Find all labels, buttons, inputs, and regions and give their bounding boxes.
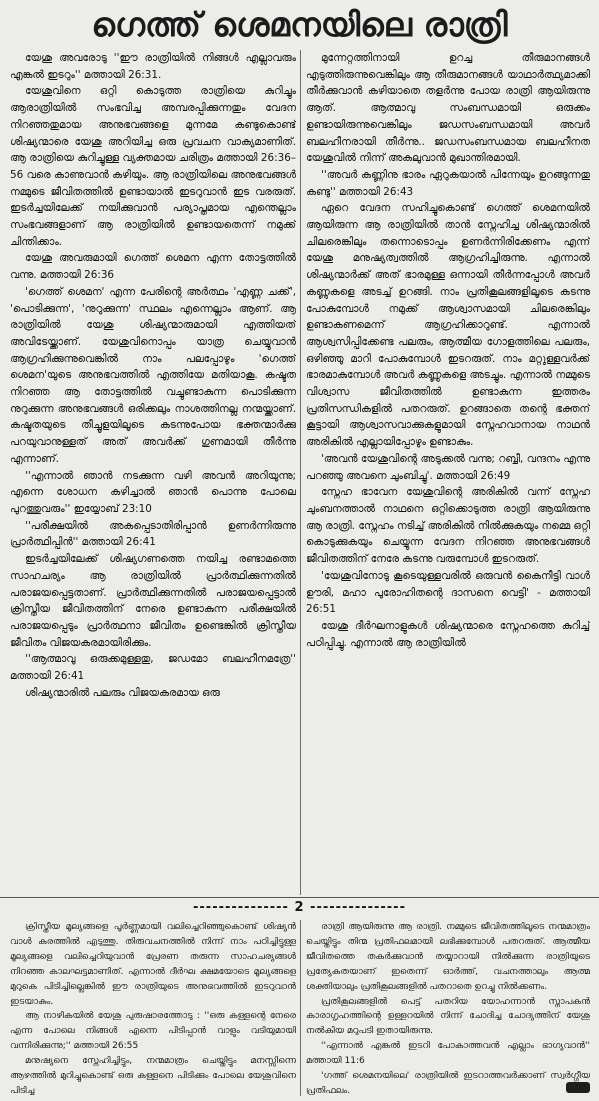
end-of-article-mark: [566, 1082, 590, 1093]
column-divider-bottom: [300, 920, 301, 1096]
paragraph: ''അവർ കണ്ണിനു ഭാരം ഏറുകയാൽ പിന്നേയും ഉറങ്ങുന്നതു കണ്ടു'' മത്തായി 26:43: [306, 168, 590, 198]
column-3: [10, 920, 296, 1098]
paragraph: ''എന്നാൽ എങ്കൽ ഇടറി പോകാത്തവൻ എല്ലാം ഭാഗ്യവാൻ'' മത്തായി 11:6: [306, 1041, 590, 1067]
column-4: [306, 920, 590, 1098]
paragraph: പ്രതികൂലങ്ങളിൽ പെട്ട് പതറിയ യോഹന്നാൻ സ്നാപകൻ കാരാഗൃഹത്തിന്റെ ഉള്ളറയിൽ നിന്ന് ചോദിച്ച ചോദ്യത്തിന് യേശു നൽകിയ മറുപടി ഇതായിരുന്നു.: [306, 996, 590, 1037]
paragraph: 'അവൻ യേശുവിന്റെ അടുക്കൽ വന്നു; റബ്ബീ, വന്ദനം എന്നു പറഞ്ഞു അവനെ ചുംബിച്ചു'. മത്തായി 26:49: [306, 452, 590, 482]
paragraph: യേശുവിനെ ഒറ്റി കൊടുത്ത രാത്രിയെ കുറിച്ചും ആരാത്രിയിൽ സംഭവിച്ച അമ്പരപ്പിക്കുന്നതും വേദന നിറഞ്ഞതുമായ അനുഭവങ്ങളെ മുന്നമേ കണ്ടുകൊണ്ട് ശിഷ്യന്മാരെ യേശു അറിയിച്ച ഒരു പ്രവചന വാക്യമാണിത്. ആ രാത്രിയെ കുറിച്ചുള്ള വ്യക്തമായ ചരിത്രം മത്തായി 26:36–56 വരെ കാണുവാൻ കഴിയും. ആ രാത്രിയിലെ അനുഭവങ്ങൾ നമ്മുടെ ജീവിതത്തിൽ ഉണ്ടായാൽ ഇടറുവാൻ ഇട വരരുത്. ഇടർച്ചയിലേക്ക് നയിക്കുവാൻ പര്യാപ്തമായ എന്തെല്ലാം സംഭവങ്ങളാണ് ആ രാത്രിയിൽ ഉണ്ടായതെന്ന് നമുക്ക് ചിന്തിക്കാം.: [10, 85, 296, 248]
paragraph: 'ഗെത്ത് ശെമന' എന്ന പേരിന്റെ അർത്ഥം 'എണ്ണ ചക്ക്', 'പൊടിക്കുന്ന', 'നുറുക്കുന്ന' സ്ഥലം എന്നെല്ലാം ആണ്. ആ രാത്രിയിൽ യേശു ശിഷ്യന്മാരുമായി എത്തിയത് അവിടേയ്ക്കാണ്. യേശുവിനൊപ്പം യാത്ര ചെയ്യുവാൻ ആഗ്രഹിക്കുന്നുവെങ്കിൽ നാം പലപ്പോഴും 'ഗെത്ത് ശെമന'യുടെ അനുഭവത്തിൽ എത്തിയേ മതിയാകൂ. കഷ്ടത നിറഞ്ഞ ആ തോട്ടത്തിൽ വച്ചുണ്ടാകുന്ന പൊടിക്കുന്ന നുറുക്കുന്ന അനുഭവങ്ങൾ ഒരിക്കലും നാശത്തിനല്ല നന്മയ്ക്കാണ്. കഷ്ടതയുടെ തീച്ചൂളയിലൂടെ കടന്നുപോയ ഭക്തന്മാർക്കു പറയുവാനുള്ളത് അത് അവർക്ക് ഗുണമായി തീർന്നു എന്നാണ്.: [10, 285, 296, 465]
paragraph: രാത്രി ആയിരുന്നു ആ രാത്രി. നമ്മുടെ ജീവിതത്തിലൂടെ നന്മമാത്രം ചെയ്തിട്ടും തിന്മ പ്രതിഫലമായി ലഭിക്കുമ്പോൾ പതറരുത്. ആത്മീയ ജീവിതത്തെ തകർക്കുവാൻ തയ്യാറായി നിൽക്കുന്ന രാത്രിയുടെ പ്രത്യേകതയാണ് ഇതെന്ന് ഓർത്ത്, വചനത്താലും ആത്മ ശക്തിയാലും പ്രതികൂലങ്ങളിൽ പതറാതെ ഉറച്ചു നിൽക്കണം.: [306, 922, 590, 992]
paragraph: ഏറെ വേദന സഹിച്ചുകൊണ്ട് ഗെത്ത് ശെമനയിൽ ആയിരുന്ന ആ രാത്രിയിൽ താൻ സ്നേഹിച്ച ശിഷ്യന്മാരിൽ ചിലരെങ്കിലും തന്നൊടൊപ്പം ഉണർന്നിരിക്കേണം എന്ന് യേശു മനുഷ്യത്വത്തിൽ ആഗ്രഹിച്ചിരുന്നു. എന്നാൽ ശിഷ്യന്മാർക്ക് അത് ഭാരമുള്ള ഒന്നായി തീർന്നപ്പോൾ അവർ കണ്ണുകളെ അടച്ച് ഉറങ്ങി. നാം പ്രതികൂലങ്ങളിലൂടെ കടന്നു പോകുമ്പോൾ നമുക്ക് ആശ്വാസമായി ചിലരെങ്കിലും ഉണ്ടാകണമെന്ന് ആഗ്രഹിക്കാറുണ്ട്. എന്നാൽ ആശ്വസിപ്പിക്കേണ്ട പലരും, ആത്മീയ ഗോളത്തിലെ പലരും, ഒഴിഞ്ഞു മാറി പോകുമ്പോൾ ഇടറരുത്. നാം മറ്റുള്ളവർക്ക് ഭാരമാകുമ്പോൾ അവർ കണ്ണുകളെ അടച്ചും. എന്നാൽ നമ്മുടെ വിശ്വാസ ജീവിതത്തിൽ ഉണ്ടാകുന്ന ഇത്തരം പ്രതിസന്ധികളിൽ പതറരുത്. ഉറങ്ങാതെ തന്റെ ഭക്തന് കൂട്ടായി ആശ്വാസവാക്കുകളുമായി സ്നേഹവാനായ നാഥൻ അരികിൽ എല്ലായിപ്പോഴും ഉണ്ടാകും.: [306, 202, 590, 449]
paragraph: ''ആത്മാവു ഒരുക്കമുള്ളതു, ജഡമോ ബലഹീനമത്രേ'' മത്തായി 26:41: [10, 653, 296, 683]
column-1: [10, 50, 296, 895]
column-2: [306, 50, 590, 895]
paragraph: ശിഷ്യന്മാരിൽ പലരും വിജയകരമായ ഒരു: [25, 686, 220, 699]
page-number: --------------- 2 ---------------: [193, 900, 406, 915]
paragraph: യേശു ദീർഘനാളുകൾ ശിഷ്യന്മാരെ സ്നേഹത്തെ കുറിച്ച് പഠിപ്പിച്ചു. എന്നാൽ ആ രാത്രിയിൽ: [306, 619, 590, 649]
page-break-rule: [0, 897, 599, 898]
paragraph: മനുഷ്യനെ സ്നേഹിച്ചിട്ടും, നന്മമാത്രം ചെയ്തിട്ടും മനസ്സിന്നെ ആഴത്തിൽ മുറിച്ചുകൊണ്ട് ഒരു കള്ളനെ പിടിക്കും പോലെ യേശുവിനെ പിടിച്ച: [10, 1056, 296, 1096]
paragraph: സ്നേഹ ഭാവേന യേശുവിന്റെ അരികിൽ വന്ന് സ്നേഹ ചുംബനത്താൽ നാഥനെ ഒറ്റിക്കൊടുത്ത രാത്രി ആയിരുന്നു ആ രാത്രി. സ്നേഹം നടിച്ച് അരികിൽ നിൽക്കുകയും നമ്മെ ഒറ്റി കൊടുക്കുകയും ചെയ്യുന്ന വേദന നിറഞ്ഞ അനുഭവങ്ങൾ ജീവിതത്തിന് നേരേ കടന്നു വരുമ്പോൾ ഇടറരുത്.: [306, 486, 590, 566]
paragraph: മുന്നേറ്റത്തിനായി ഉറച്ച തീരുമാനങ്ങൾ എടുത്തിരുന്നുവെങ്കിലും ആ തീരുമാനങ്ങൾ യാഥാർത്ഥ്യമാക്കി തീർക്കുവാൻ കഴിയാതെ തളർന്നു പോയ രാത്രി ആയിരുന്നു ആത്. ആത്മാവു സംബന്ധമായി ഒരുക്കം ഉണ്ടായിരുന്നുവെങ്കിലും ജഡസംബന്ധമായി അവർ ബലഹീനരായി തീർന്നു.. ജഡസംബന്ധമായ ബലഹീനത യേശുവിൽ നിന്ന് അകലുവാൻ മുഖാന്തിരമായി.: [306, 52, 590, 165]
article-title: ഗെത്ത് ശെമനയിലെ രാത്രി: [91, 5, 508, 44]
paragraph: യേശു അവരോടു ''ഈ രാത്രിയിൽ നിങ്ങൾ എല്ലാവരും എങ്കൽ ഇടറും'' മത്തായി 26:31.: [10, 52, 296, 81]
paragraph: യേശു അവരുമായി ഗെത്ത് ശെമന എന്ന തോട്ടത്തിൽ വന്നു. മത്തായി 26:36: [10, 252, 296, 282]
paragraph: 'ഗത്ത് ശെമനയിലെ' രാത്രിയിൽ ഇടറാത്തവർക്കാണ് സ്വർഗ്ഗീയ പ്രതിഫലം.: [306, 1071, 590, 1096]
paragraph: 'യേശുവിനോടു കൂടെയുള്ളവരിൽ ഒരുവൻ കൈനീട്ടി വാൾ ഊരി, മഹാ പുരോഹിതന്റെ ദാസനെ വെട്ടി' - മത്തായി 26:51: [306, 569, 590, 616]
paragraph: ''എന്നാൽ ഞാൻ നടക്കുന്ന വഴി അവൻ അറിയുന്നു; എന്നെ ശോധന കഴിച്ചാൽ ഞാൻ പൊന്നു പോലെ പുറത്തുവരും'' ഇയ്യോബ് 23:10: [10, 469, 296, 515]
paragraph: ''പരീക്ഷയിൽ അകപ്പെടാതിരിപ്പാൻ ഉണർന്നിരുന്നു പ്രാർത്ഥിപ്പിൻ'' മത്തായി 26:41: [10, 519, 296, 549]
paragraph: ആ നാഴികയിൽ യേശു പുരുഷാരത്തോടു : ''ഒരു കള്ളന്റെ നേരെ എന്ന പോലെ നിങ്ങൾ എന്നെ പിടിപ്പാൻ വാളും വടിയുമായി വന്നിരിക്കുന്നു;'' മത്തായി 26:55: [10, 1011, 296, 1052]
paragraph: ഇടർച്ചയിലേക്ക് ശിഷ്യഗണത്തെ നയിച്ച രണ്ടാമത്തെ സാഹചര്യം ആ രാത്രിയിൽ പ്രാർത്ഥിക്കുന്നതിൽ പരാജയപ്പെട്ടതാണ്. പ്രാർത്ഥിക്കുന്നതിൽ പരാജയപ്പെട്ടാൽ ക്രിസ്തീയ ജീവിതത്തിന് നേരെ ഉണ്ടാകുന്ന പരീക്ഷയിൽ പരാജയപ്പെടും പ്രാർത്ഥനാ ജീവിതം ഉണ്ടെങ്കിൽ ക്രിസ്തീയ ജീവിതം വിജയകരമായിരിക്കും.: [10, 553, 296, 649]
column-divider-top: [300, 50, 301, 895]
paragraph: ക്രിസ്തീയ മൂല്യങ്ങളെ പൂർണ്ണമായി വലിച്ചെറിഞ്ഞുകൊണ്ട് ശിഷ്യൻ വാൾ കരത്തിൽ എടുത്തു. തിരുവചനത്തിൽ നിന്ന് നാം പഠിച്ചിട്ടുള്ള മൂല്യങ്ങളെ വലിച്ചെറിയുവാൻ പ്രേരണ തരുന്ന സാഹചര്യങ്ങൾ നിറഞ്ഞ കാലഘട്ടമാണിത്. എന്നാൽ ദീർഘ ക്ഷമയോടെ മൂല്യങ്ങളെ മുറുകെ പിടിച്ചില്ലെങ്കിൽ ഈ രാത്രിയുടെ അനുഭവത്തിൽ ഇടറുവാൻ ഇടയാകും.: [10, 922, 296, 1007]
